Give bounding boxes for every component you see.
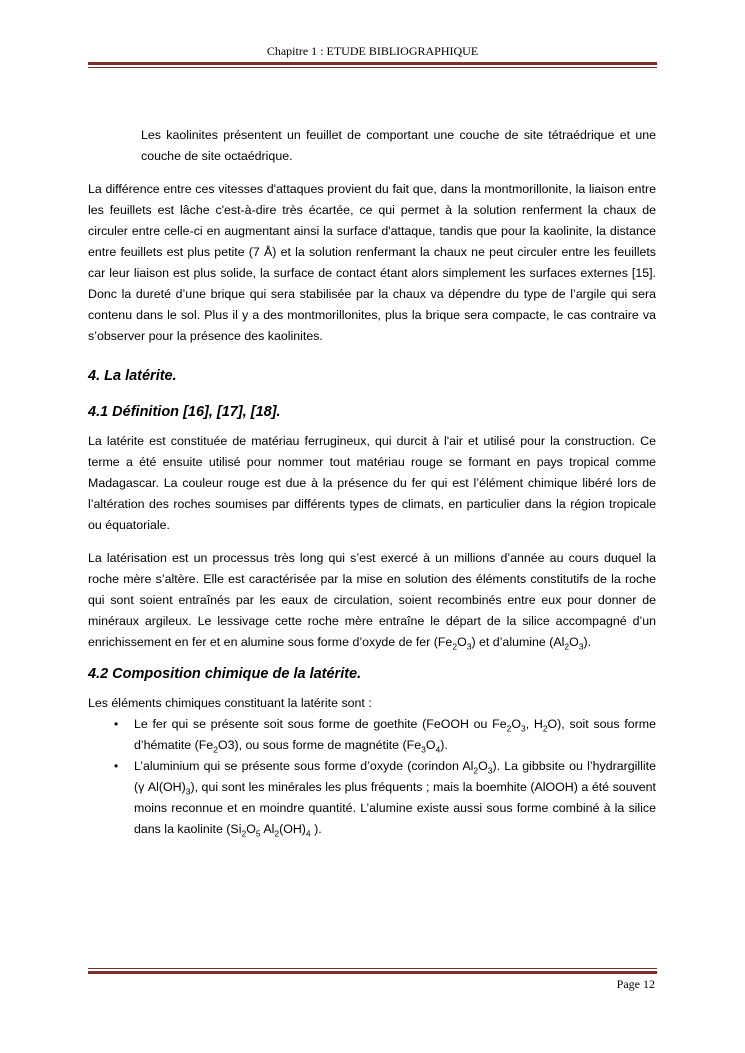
definition-paragraph-1: La latérite est constituée de matériau ferrugineux, qui durcit à l'air et utilisé pour la construction. Ce terme a été ensuite utilisé pour nommer tout matériau rouge se formant en pays tropical comme Madagascar. La couleur rouge est due à la présence du fer qui est l’élément chimique libéré lors de l’altération des roches soumises par différents types de climats, en particulier dans la région tropicale ou équatoriale. xyxy=(88,434,656,532)
intro-paragraph: La différence entre ces vitesses d'attaques provient du fait que, dans la montmorillonite, la liaison entre les feuillets est lâche c'est-à-dire très écartée, ce qui permet à la solution renferment la chaux de circuler entre celle-ci en augmentant ainsi la surface d'attaque, tandis que pour la kaolinite, la distance entre feuillets est plus petite (7 Å) et la solution renfermant la chaux ne peut circuler entre les feuillets car leur liaison est plus solide, la surface de contact étant alors simplement les surfaces externes [15]. Donc la dureté d’une brique qui sera stabilisée par la chaux va dépendre du type de l’argile qui sera contenu dans le sol. Plus il y a des montmorillonites, plus la brique sera compacte, le cas contraire va s’observer pour la présence des kaolinites. xyxy=(88,182,656,343)
header-rule-thin xyxy=(88,67,657,68)
section-4-2-heading: 4.2 Composition chimique de la latérite. xyxy=(88,666,362,682)
list-item-aluminium: • L’aluminium qui se présente sous forme d’oxyde (corindon $Al_2O_3$). La gibbsite ou l’hydrargillite (γ $Al(OH)_3$), qui sont les minérales les plus fréquents ; mais la boemhite (AlOOH) a été souvent moins reconnue et en moindre quantité. L’alumine existe aussi sous forme combiné à la silice dans la kaolinite ($Si_2O_5$ $Al_2(OH)_4$ ). xyxy=(88,756,656,840)
footer-rule xyxy=(88,971,657,974)
bullet-icon: • xyxy=(114,759,119,773)
main-content xyxy=(88,125,656,840)
running-header: Chapitre 1 : ETUDE BIBLIOGRAPHIQUE xyxy=(266,44,479,58)
composition-lead: Les éléments chimiques constituant la latérite sont : xyxy=(88,696,372,710)
composition-list xyxy=(88,714,656,840)
section-4-1-heading: 4.1 Définition [16], [17], [18]. xyxy=(88,404,281,420)
page-number: Page 12 xyxy=(616,977,655,991)
definition-paragraph-2: La latérisation est un processus très long qui s’est exercé à un millions d’année au cours duquel la roche mère s’altère. Elle est caractérisée par la mise en solution des éléments constitutifs de la roche qui sont soient entraînés par les eaux de circulation, soient recombinés entre eux pour donner de minéraux argileux. Le lessivage cette roche mère entraîne le départ de la silice accompagné d’un enrichissement en fer et en alumine sous forme d’oxyde de fer $(Fe_2O_3)$ et d’alumine $(Al_2O_3)$. xyxy=(88,551,656,652)
bullet-icon: • xyxy=(114,717,119,731)
footer-rule-thin xyxy=(88,968,657,969)
header-rule xyxy=(88,62,657,65)
kaolinite-note: Les kaolinites présentent un feuillet de comportant une couche de site tétraédrique et une couche de site octaédrique. xyxy=(141,128,656,163)
section-4-heading: 4. La latérite. xyxy=(88,368,177,384)
list-item-iron: • Le fer qui se présente soit sous forme de goethite (FeOOH ou $Fe_2O_3$, $H_2O$), soit sous forme d’hématite $(Fe_2O3)$, ou sous forme de magnétite $(Fe_3O_4)$. xyxy=(88,714,656,756)
